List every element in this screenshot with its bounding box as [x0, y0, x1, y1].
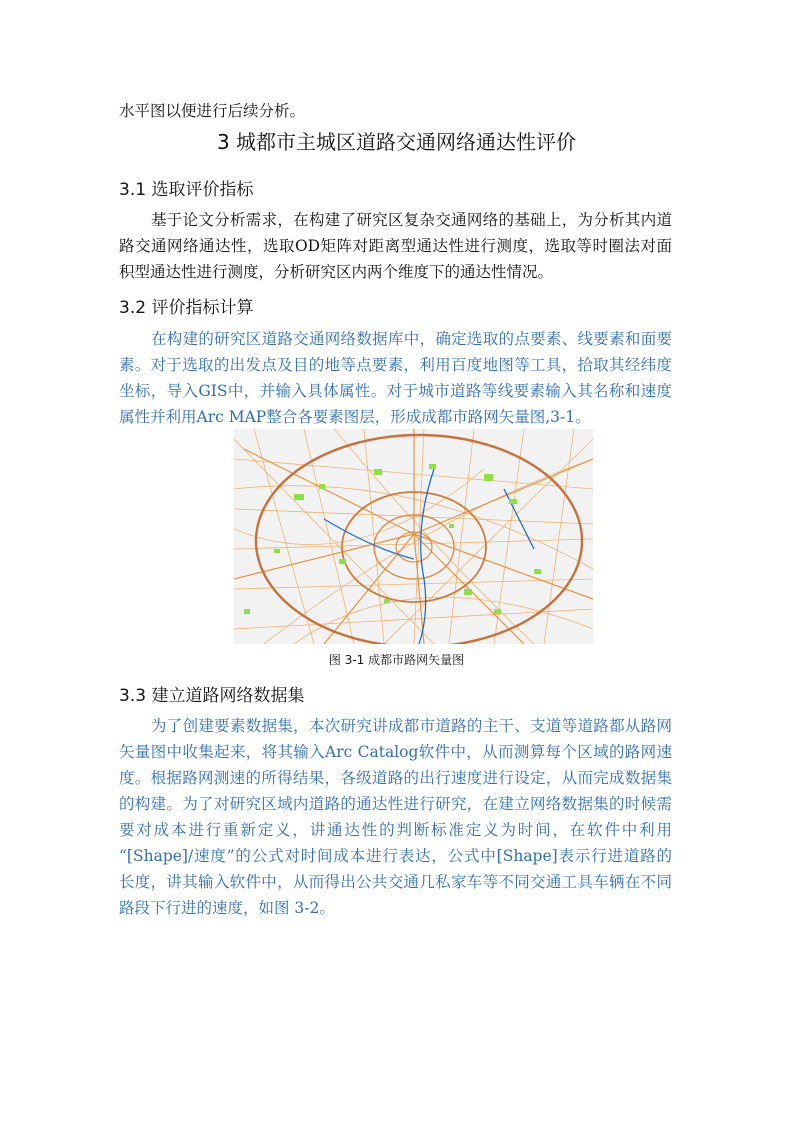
section-3-1-line: 基于论文分析需求，在构建了研究区复杂交通网络的基础上，为分析其内道	[151, 211, 672, 229]
road-network-vector-image	[234, 429, 593, 644]
section-3-2-line: 属性并利用Arc MAP整合各要素图层，形成成都市路网矢量图,3-1。	[119, 408, 591, 426]
section-3-3-line: 要对成本进行重新定义，讲通达性的判断标准定义为时间，在软件中利用	[119, 821, 672, 839]
section-3-3-line: 度。根据路网测速的所得结果，各级道路的出行速度进行设定，从而完成数据集	[119, 769, 672, 787]
section-3-1-line: 积型通达性进行测度，分析研究区内两个维度下的通达性情况。	[119, 263, 554, 281]
section-3-3-line: 的构建。为了对研究区域内道路的通达性进行研究，在建立网络数据集的时候需	[119, 795, 672, 813]
section-3-3-line: 路段下行进的速度，如图 3-2。	[119, 899, 335, 917]
section-3-2-line: 在构建的研究区道路交通网络数据库中，确定选取的点要素、线要素和面要	[151, 330, 672, 348]
section-3-2-title: 3.2 评价指标计算	[119, 298, 254, 318]
section-3-3-line: 为了创建要素数据集，本次研究讲成都市道路的主干、支道等道路都从路网	[151, 717, 672, 735]
section-3-1-line: 路交通网络通达性，选取OD矩阵对距离型通达性进行测度，选取等时圈法对面	[119, 237, 672, 255]
chengdu-road-network-map	[234, 429, 593, 644]
section-3-3-line: 矢量图中收集起来，将其输入Arc Catalog软件中，从而测算每个区域的路网速	[119, 743, 672, 761]
chapter-heading: 3 城都市主城区道路交通网络通达性评价	[216, 130, 577, 154]
section-3-3-line: 长度，讲其输入软件中，从而得出公共交通几私家车等不同交通工具车辆在不同	[119, 873, 672, 891]
figure-caption: 图 3-1 成都市路网矢量图	[328, 653, 465, 667]
section-3-2-line: 坐标，导入GIS中，并输入具体属性。对于城市道路等线要素输入其名称和速度	[119, 382, 672, 400]
section-3-2-line: 素。对于选取的出发点及目的地等点要素，利用百度地图等工具，拾取其经纬度	[119, 356, 672, 374]
section-3-3-title: 3.3 建立道路网络数据集	[119, 686, 305, 706]
section-3-1-title: 3.1 选取评价指标	[119, 180, 254, 200]
section-3-3-line: “[Shape]/速度”的公式对时间成本进行表达，公式中[Shape]表示行进道路的	[119, 847, 672, 865]
intro-line: 水平图以便进行后续分析。	[119, 102, 306, 120]
